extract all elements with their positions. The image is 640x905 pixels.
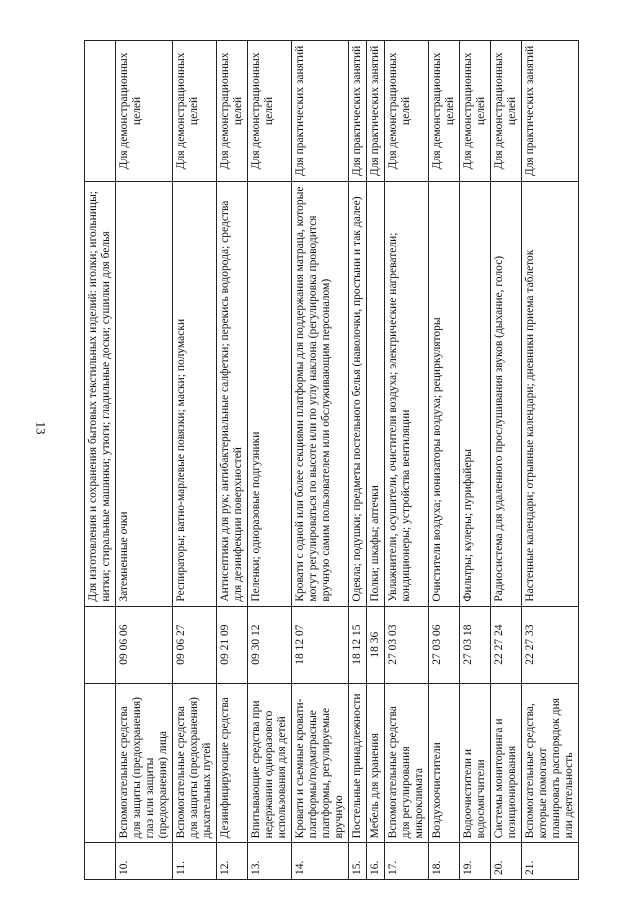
row-number: 11. <box>173 843 217 880</box>
item-name: Вспомогательные средства, которые помогают планировать распорядок дня или деятельность <box>522 683 579 843</box>
item-name: Мебель для хранения <box>367 683 385 843</box>
item-purpose: Для демонстрационных целей <box>385 41 429 182</box>
row-number: 18. <box>429 843 460 880</box>
item-purpose: Для демонстрационных целей <box>173 41 217 182</box>
item-code: 27 03 06 <box>429 606 460 683</box>
table-row <box>349 41 367 880</box>
row-number: 13. <box>248 843 292 880</box>
item-name: Дезинфицирующие средства <box>217 683 248 843</box>
table-row <box>385 41 429 880</box>
item-name: Воздухоочистители <box>429 683 460 843</box>
row-number: 12. <box>217 843 248 880</box>
item-description: Затемненные очки <box>116 181 173 606</box>
table-row <box>460 41 491 880</box>
item-purpose: Для демонстрационных целей <box>491 41 522 182</box>
row-number: 19. <box>460 843 491 880</box>
item-description: Пеленки; одноразовые подгузники <box>248 181 292 606</box>
item-code: 27 03 03 <box>385 606 429 683</box>
item-description: Для изготовления и сохранения бытовых текстильных изделий: иголки; игольницы; нитки; стиральные машинки; утюги; гладильные доски; сушилки для белья <box>85 181 116 606</box>
item-description: Полки; шкафы; аптечки <box>367 181 385 606</box>
table-row <box>85 41 116 880</box>
row-number: 10. <box>116 843 173 880</box>
table-row <box>367 41 385 880</box>
rotated-table-container <box>84 40 575 880</box>
item-code: 09 21 09 <box>217 606 248 683</box>
item-purpose: Для практических занятий <box>292 41 349 182</box>
item-name <box>85 683 116 843</box>
item-purpose: Для практических занятий <box>349 41 367 182</box>
table-row <box>248 41 292 880</box>
item-name: Системы мониторинга и позиционирования <box>491 683 522 843</box>
row-number: 16. <box>367 843 385 880</box>
item-code: 18 12 07 <box>292 606 349 683</box>
item-code: 09 30 12 <box>248 606 292 683</box>
item-purpose: Для демонстрационных целей <box>429 41 460 182</box>
table-row <box>491 41 522 880</box>
item-code: 22 27 33 <box>522 606 579 683</box>
equipment-table <box>84 40 579 880</box>
item-description: Радиосистема для удаленного прослушивания звуков (дыхание, голос) <box>491 181 522 606</box>
item-description: Кровати с одной или более секциями платформы для поддержания матраца, которые могут регулироваться по высоте или по углу наклона (регулировка проводится вручную самим пользователем или обслуживающим персоналом) <box>292 181 349 606</box>
item-code: 22 27 24 <box>491 606 522 683</box>
table-row <box>116 41 173 880</box>
row-number: 15. <box>349 843 367 880</box>
item-name: Кровати и съемные кровати-платформы/подматрасные платформы, регулируемые вручную <box>292 683 349 843</box>
item-description: Увлажнители, осушители, очистители воздуха; электрические нагреватели; кондиционеры; устройства вентиляции <box>385 181 429 606</box>
item-purpose: Для практических занятий <box>367 41 385 182</box>
item-name: Водоочистители и водосмягчители <box>460 683 491 843</box>
item-name: Вспомогательные средства для защиты (предохранения) глаз или защиты (предохранения) лица <box>116 683 173 843</box>
table-row <box>173 41 217 880</box>
item-code: 18 12 15 <box>349 606 367 683</box>
item-purpose: Для демонстрационных целей <box>460 41 491 182</box>
item-purpose: Для практических занятий <box>522 41 579 182</box>
item-description: Фильтры; кулеры; пурифайеры <box>460 181 491 606</box>
table-row <box>292 41 349 880</box>
item-description: Антисептики для рук; антибактериальные салфетки; перекись водорода; средства для дезинфекции поверхностей <box>217 181 248 606</box>
item-name: Впитывающие средства при недержании одноразового использования для детей <box>248 683 292 843</box>
row-number: 20. <box>491 843 522 880</box>
item-name: Постельные принадлежности <box>349 683 367 843</box>
item-code: 09 06 06 <box>116 606 173 683</box>
item-name: Вспомогательные средства для защиты (предохранения) дыхательных путей <box>173 683 217 843</box>
item-purpose <box>85 41 116 182</box>
item-name: Вспомогательные средства для регулирования микроклимата <box>385 683 429 843</box>
row-number: 14. <box>292 843 349 880</box>
item-code: 18 36 <box>367 606 385 683</box>
row-number <box>85 843 116 880</box>
table-row <box>217 41 248 880</box>
item-description: Очистители воздуха; ионизаторы воздуха; рециркуляторы <box>429 181 460 606</box>
table-row <box>522 41 579 880</box>
row-number: 21. <box>522 843 579 880</box>
item-purpose: Для демонстрационных целей <box>248 41 292 182</box>
table-row <box>429 41 460 880</box>
item-description: Респираторы; ватно-марлевые повязки; маски; полумаски <box>173 181 217 606</box>
row-number: 17. <box>385 843 429 880</box>
page-number: 13 <box>33 421 49 435</box>
table-body <box>85 41 579 880</box>
item-code: 27 03 18 <box>460 606 491 683</box>
item-code <box>85 606 116 683</box>
item-purpose: Для демонстрационных целей <box>217 41 248 182</box>
item-description: Одеяла; подушки; предметы постельного белья (наволочки, простыни и так далее) <box>349 181 367 606</box>
item-purpose: Для демонстрационных целей <box>116 41 173 182</box>
item-code: 09 06 27 <box>173 606 217 683</box>
item-description: Настенные календари; отрывные календари; дневники приема таблеток <box>522 181 579 606</box>
